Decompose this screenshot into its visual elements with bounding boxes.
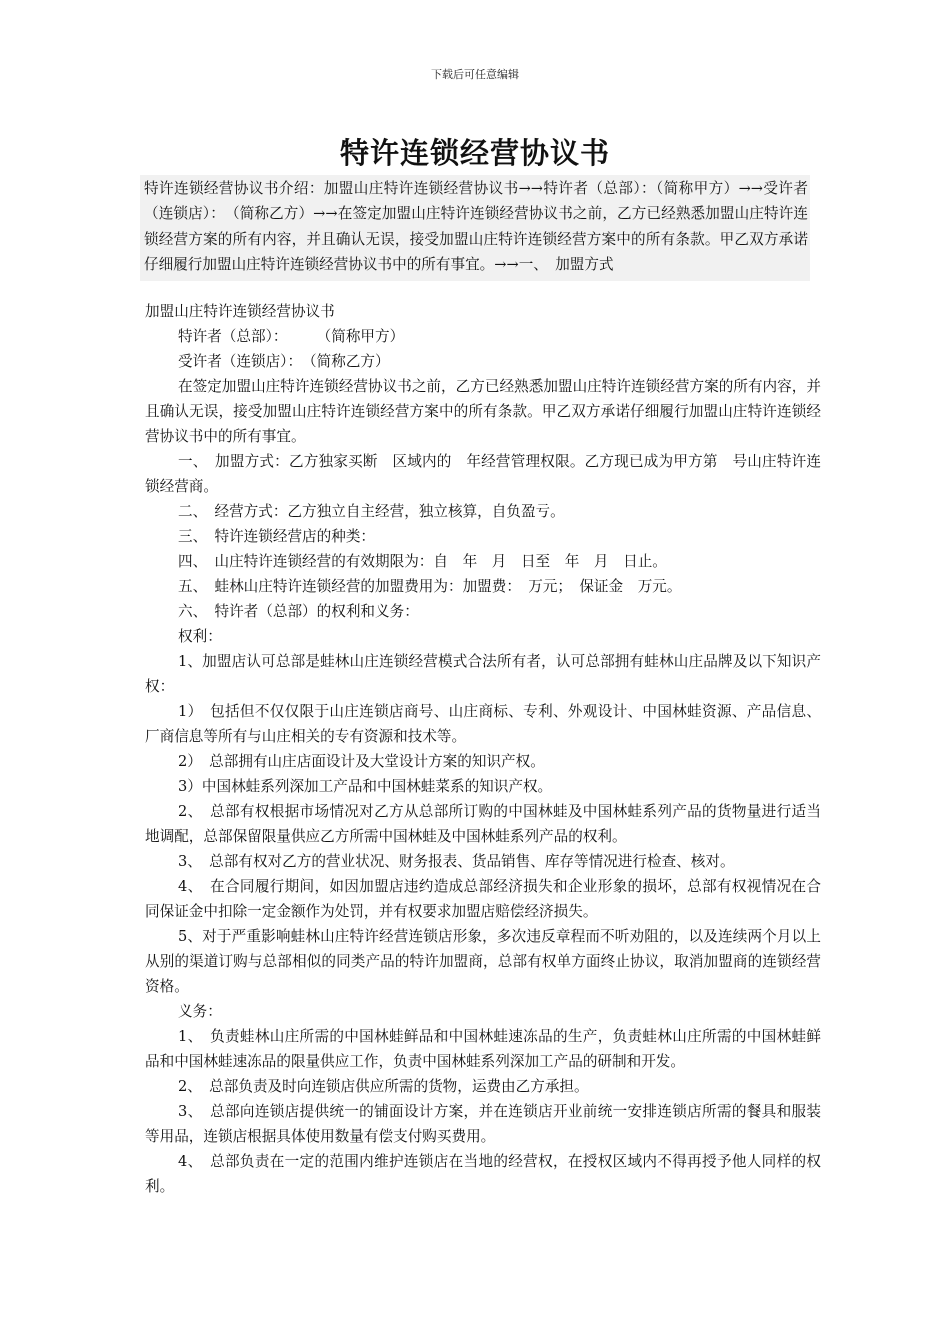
right-1-item-1: 1） 包括但不仅仅限于山庄连锁店商号、山庄商标、专利、外观设计、中国林蛙资源、产品信息、厂商信息等所有与山庄相关的专有资源和技术等。 [145, 703, 821, 745]
document-title: 特许连锁经营协议书 [339, 136, 610, 170]
right-5: 5、对于严重影响蛙林山庄特许经营连锁店形象，多次违反章程而不听劝阻的，以及连续两个月以上从别的渠道订购与总部相似的同类产品的特许加盟商，总部有权单方面终止协议，取消加盟商的连锁经营资格。 [145, 928, 821, 995]
section-1: 一、 加盟方式：乙方独家买断 区域内的 年经营管理权限。乙方现已成为甲方第 号山庄特许连锁经营商。 [145, 453, 821, 495]
right-3: 3、 总部有权对乙方的营业状况、财务报表、货品销售、库存等情况进行检查、核对。 [178, 853, 735, 870]
right-1-item-3: 3）中国林蛙系列深加工产品和中国林蛙菜系的知识产权。 [178, 778, 553, 795]
right-1-item-2: 2） 总部拥有山庄店面设计及大堂设计方案的知识产权。 [178, 753, 545, 770]
section-4: 四、 山庄特许连锁经营的有效期限为：自 年 月 日至 年 月 日止。 [178, 553, 667, 570]
agreement-body [145, 299, 821, 1199]
party-b-line: 受许者（连锁店）： （简称乙方） [178, 353, 390, 370]
section-5: 五、 蛙林山庄特许连锁经营的加盟费用为：加盟费： 万元； 保证金 万元。 [178, 578, 682, 595]
intro-summary: 特许连锁经营协议书介绍：加盟山庄特许连锁经营协议书→→特许者（总部）：（简称甲方）→→受许者（连锁店）： （简称乙方）→→在签定加盟山庄特许连锁经营协议书之前，乙方已经熟悉加盟山庄特许连锁经营方案的所有内容，并且确认无误，接受加盟山庄特许连锁经营方案中的所有条款。甲乙双方承诺仔细履行加盟山庄特许连锁经营协议书中的所有事宜。→→一、 加盟方式 [140, 175, 810, 281]
duty-2: 2、 总部负责及时向连锁店供应所需的货物，运费由乙方承担。 [178, 1078, 589, 1095]
section-6: 六、 特许者（总部）的权利和义务： [178, 603, 419, 620]
rights-label: 权利： [178, 628, 222, 645]
party-a-line: 特许者（总部）： （简称甲方） [178, 328, 405, 345]
preamble-paragraph: 在签定加盟山庄特许连锁经营协议书之前，乙方已经熟悉加盟山庄特许连锁经营方案的所有内容，并且确认无误，接受加盟山庄特许连锁经营方案中的所有条款。甲乙双方承诺仔细履行加盟山庄特许连锁经营协议书中的所有事宜。 [145, 378, 821, 445]
duty-3: 3、 总部向连锁店提供统一的铺面设计方案，并在连锁店开业前统一安排连锁店所需的餐具和服装等用品，连锁店根据具体使用数量有偿支付购买费用。 [145, 1103, 821, 1145]
doc-name-line: 加盟山庄特许连锁经营协议书 [145, 303, 335, 320]
right-2: 2、 总部有权根据市场情况对乙方从总部所订购的中国林蛙及中国林蛙系列产品的货物量进行适当地调配，总部保留限量供应乙方所需中国林蛙及中国林蛙系列产品的权利。 [145, 803, 821, 845]
section-3: 三、 特许连锁经营店的种类： [178, 528, 376, 545]
header-note: 下载后可任意编辑 [431, 68, 519, 81]
duty-4: 4、 总部负责在一定的范围内维护连锁店在当地的经营权，在授权区域内不得再授予他人同样的权利。 [145, 1153, 821, 1195]
duties-label: 义务： [178, 1003, 222, 1020]
section-2: 二、 经营方式：乙方独立自主经营，独立核算，自负盈亏。 [178, 503, 565, 520]
duty-1: 1、 负责蛙林山庄所需的中国林蛙鲜品和中国林蛙速冻品的生产，负责蛙林山庄所需的中国林蛙鲜品和中国林蛙速冻品的限量供应工作，负责中国林蛙系列深加工产品的研制和开发。 [145, 1028, 821, 1070]
right-1: 1、加盟店认可总部是蛙林山庄连锁经营模式合法所有者，认可总部拥有蛙林山庄品牌及以下知识产权： [145, 653, 821, 695]
right-4: 4、 在合同履行期间，如因加盟店违约造成总部经济损失和企业形象的损坏，总部有权视情况在合同保证金中扣除一定金额作为处罚，并有权要求加盟店赔偿经济损失。 [145, 878, 821, 920]
